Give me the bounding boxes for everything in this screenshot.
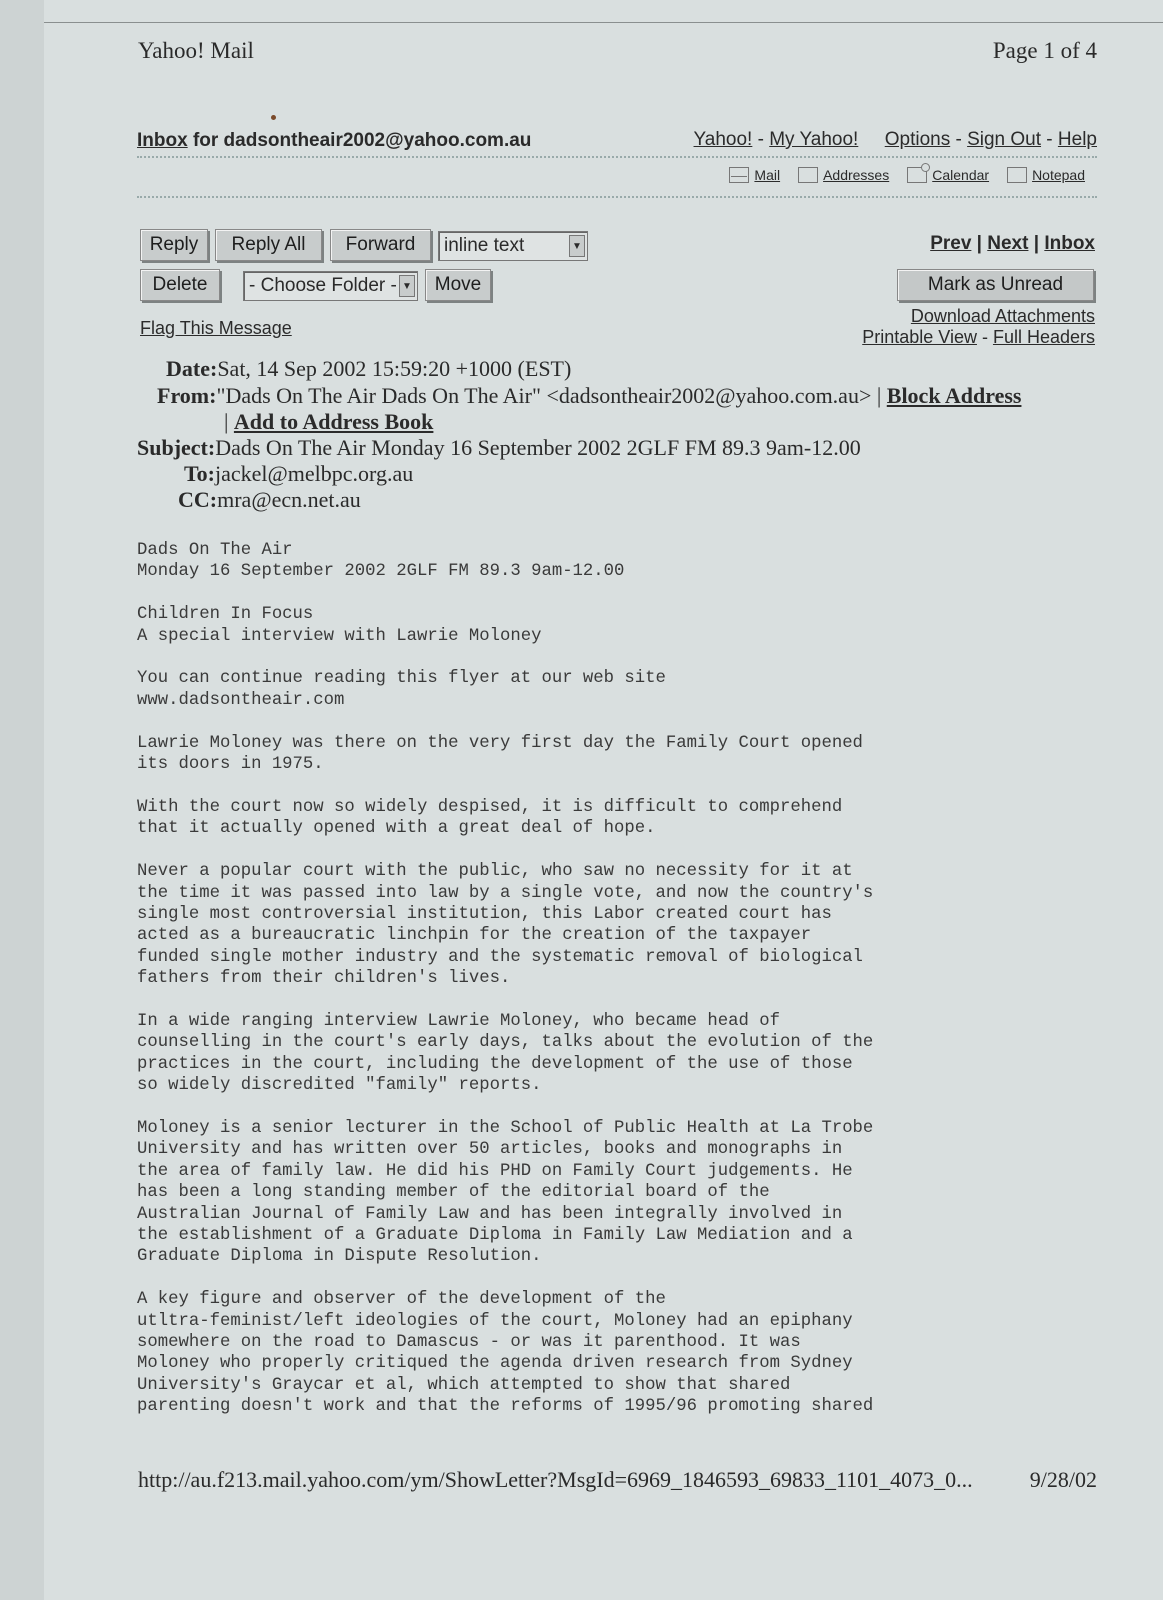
add-to-address-book-link[interactable]: Add to Address Book	[233, 409, 434, 434]
folder-select-value: - Choose Folder -	[249, 275, 397, 296]
date-value: Sat, 14 Sep 2002 15:59:20 +1000 (EST)	[217, 356, 572, 381]
nav-mail[interactable]	[729, 167, 780, 183]
notepad-icon	[1007, 167, 1027, 183]
nav-notepad[interactable]	[1007, 167, 1085, 183]
block-address-link[interactable]: Block Address	[886, 383, 1022, 408]
move-button[interactable]: Move	[425, 269, 491, 301]
cc-label: CC:	[178, 487, 218, 512]
flag-message-link[interactable]: Flag This Message	[140, 318, 292, 338]
nav-calendar[interactable]	[907, 167, 989, 183]
link-separator: -	[1041, 129, 1058, 150]
top-links	[694, 129, 1097, 151]
to-row	[184, 461, 413, 487]
scan-margin	[0, 0, 44, 1600]
mark-unread-button[interactable]: Mark as Unread	[897, 269, 1094, 301]
nav-addresses[interactable]	[798, 167, 889, 183]
inbox-owner-text: for dadsontheair2002@yahoo.com.au	[192, 130, 532, 151]
my-yahoo-link[interactable]: My Yahoo!	[769, 129, 859, 150]
nav-mail-label: Mail	[754, 167, 781, 183]
download-attachments-link[interactable]: Download Attachments	[910, 306, 1095, 326]
forward-format-select[interactable]	[438, 231, 588, 261]
pager-separator: |	[971, 233, 988, 254]
yahoo-link[interactable]: Yahoo!	[693, 129, 753, 150]
message-body: Dads On The Air Monday 16 September 2002 2GLF FM 89.3 9am-12.00 Children In Focus A special interview with Lawrie Moloney You can continue reading this flyer at our web site www.dadsontheair.com Lawrie Moloney was there on the very first day the Family Court opened its doors in 1975. With the court now so widely despised, it is difficult to comprehend that it actually opened with a great deal of hope. Never a popular court with the public, who saw no necessity for it at the time it was passed into law by a single vote, and now the country's single most controversial institution, this Labor created court has acted as a bureaucratic linchpin for the creation of the taxpayer funded single mother industry and the systematic removal of biological fathers from their children's lives. In a wide ranging interview Lawrie Moloney, who became head of counselling in the court's early days, talks about the evolution of the practices in the court, including the development of the use of those so widely discredited "family" reports. Moloney is a senior lecturer in the School of Public Health at La Trobe University and has written over 50 articles, books and monographs in the area of family law. He did his PHD on Family Court judgements. He has been a long standing member of the editorial board of the Australian Journal of Family Law and has been integrally involved in the establishment of a Graduate Diploma in Family Law Mediation and a Graduate Diploma in Dispute Resolution. A key figure and observer of the development of the utltra-feminist/left ideologies of the court, Moloney had an epiphany somewhere on the road to Damascus - or was it parenthood. It was Moloney who properly critiqued the agenda driven research from Sydney University's Graycar et al, which attempted to show that shared parenting doesn't work and that the reforms of 1995/96 promoting shared	[137, 541, 874, 1417]
date-label: Date:	[166, 356, 218, 381]
calendar-icon	[907, 167, 927, 183]
subject-label: Subject:	[137, 435, 216, 460]
app-nav	[729, 167, 1085, 183]
subject-row	[137, 435, 861, 461]
view-links	[862, 327, 1095, 348]
to-value: jackel@melbpc.org.au	[214, 461, 414, 486]
link-separator: -	[950, 129, 968, 150]
reply-button[interactable]: Reply	[140, 229, 208, 261]
header-divider	[137, 156, 1097, 158]
print-footer-url: http://au.f213.mail.yahoo.com/ym/ShowLetter?MsgId=6969_1846593_69833_1101_4073_0...	[138, 1467, 973, 1492]
delete-button[interactable]: Delete	[140, 269, 220, 301]
forward-format-value: inline text	[444, 235, 525, 256]
link-separator: -	[752, 129, 770, 150]
pager-separator: |	[1028, 233, 1045, 254]
nav-notepad-label: Notepad	[1032, 167, 1085, 183]
full-headers-link[interactable]: Full Headers	[992, 327, 1095, 347]
add-address-row: | Add to Address Book	[224, 409, 434, 434]
from-value: "Dads On The Air Dads On The Air" <dadsontheair2002@yahoo.com.au>	[216, 383, 872, 408]
help-link[interactable]: Help	[1057, 129, 1097, 150]
date-row	[166, 356, 571, 382]
scan-speck	[271, 115, 276, 120]
print-footer-date: 9/28/02	[1029, 1467, 1097, 1492]
nav-divider	[137, 196, 1097, 198]
printable-view-link[interactable]: Printable View	[862, 327, 977, 347]
cc-row	[178, 487, 361, 513]
print-page-indicator: Page 1 of 4	[992, 38, 1097, 63]
nav-addresses-label: Addresses	[823, 167, 890, 183]
page-top-rule	[44, 22, 1163, 23]
inbox-link[interactable]: Inbox	[137, 130, 188, 151]
forward-button[interactable]: Forward	[330, 229, 431, 261]
to-label: To:	[184, 461, 215, 486]
chevron-down-icon: ▼	[569, 235, 585, 257]
print-header-title: Yahoo! Mail	[138, 38, 254, 63]
addresses-icon	[798, 167, 818, 183]
mailbox-heading	[137, 130, 531, 152]
link-separator: -	[976, 327, 993, 347]
prev-link[interactable]: Prev	[930, 233, 972, 254]
subject-value: Dads On The Air Monday 16 September 2002 2GLF FM 89.3 9am-12.00	[215, 435, 861, 460]
chevron-down-icon: ▼	[399, 275, 415, 297]
mail-icon	[729, 167, 749, 183]
cc-value: mra@ecn.net.au	[217, 487, 361, 512]
reply-all-button[interactable]: Reply All	[215, 229, 322, 261]
sign-out-link[interactable]: Sign Out	[967, 129, 1042, 150]
nav-calendar-label: Calendar	[932, 167, 990, 183]
message-pager	[930, 233, 1095, 255]
folder-select[interactable]	[243, 271, 418, 301]
options-link[interactable]: Options	[884, 129, 951, 150]
from-row: From:"Dads On The Air Dads On The Air" <dadsontheair2002@yahoo.com.au> | Block Address	[157, 383, 1022, 408]
inbox-pager-link[interactable]: Inbox	[1044, 233, 1095, 254]
from-label: From:	[157, 383, 217, 408]
next-link[interactable]: Next	[987, 233, 1029, 254]
